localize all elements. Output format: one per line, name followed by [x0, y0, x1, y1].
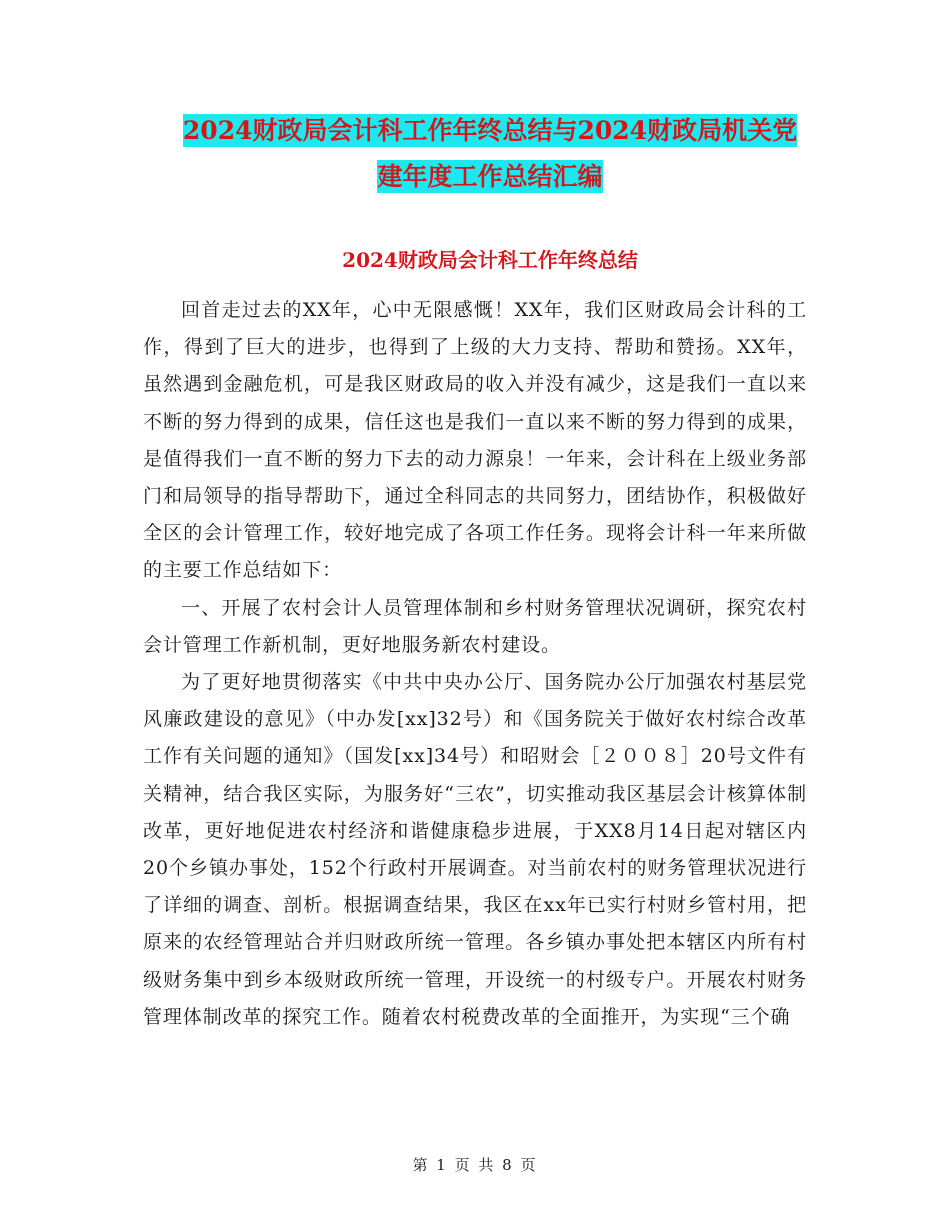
paragraph: 回首走过去的XX年，心中无限感慨！XX年，我们区财政局会计科的工作，得到了巨大的进步，也得到了上级的大力支持、帮助和赞扬。XX年，虽然遇到金融危机，可是我区财政局的收入并没有减少，这是我们一直以来不断的努力得到的成果，信任这也是我们一直以来不断的努力得到的成果，是值得我们一直不断的努力下去的动力源泉！一年来，会计科在上级业务部门和局领导的指导帮助下，通过全科同志的共同努力，团结协作，积极做好全区的会计管理工作，较好地完成了各项工作任务。现将会计科一年来所做的主要工作总结如下： [143, 299, 807, 582]
paragraph: 为了更好地贯彻落实《中共中央办公厅、国务院办公厅加强农村基层党风廉政建设的意见》（中办发[xx]32号）和《国务院关于做好农村综合改革工作有关问题的通知》（国发[xx]34号）和昭财会［２００８］20号文件有关精神，结合我区实际，为服务好“三农”，切实推动我区基层会计核算体制改革，更好地促进农村经济和谐健康稳步进展，于XX8月14日起对辖区内20个乡镇办事处，152个行政村开展调查。对当前农村的财务管理状况进行了详细的调查、剖析。根据调查结果，我区在xx年已实行村财乡管村用，把原来的农经管理站合并归财政所统一管理。各乡镇办事处把本辖区内所有村级财务集中到乡本级财政所统一管理，开设统一的村级专户。开展农村财务管理体制改革的探究工作。随着农村税费改革的全面推开，为实现“三个确 [143, 671, 807, 1028]
title-line-1: 2024财政局会计科工作年终总结与2024财政局机关党 [182, 116, 798, 145]
document-title [140, 108, 840, 200]
title-line-2: 建年度工作总结汇编 [377, 162, 603, 191]
paragraph: 一、开展了农村会计人员管理体制和乡村财务管理状况调研，探究农村会计管理工作新机制，更好地服务新农村建设。 [143, 596, 807, 656]
section-title: 2024财政局会计科工作年终总结 [342, 248, 638, 272]
document-body [143, 292, 807, 1036]
page-footer: 第 1 页 共 8 页 [412, 1156, 538, 1174]
